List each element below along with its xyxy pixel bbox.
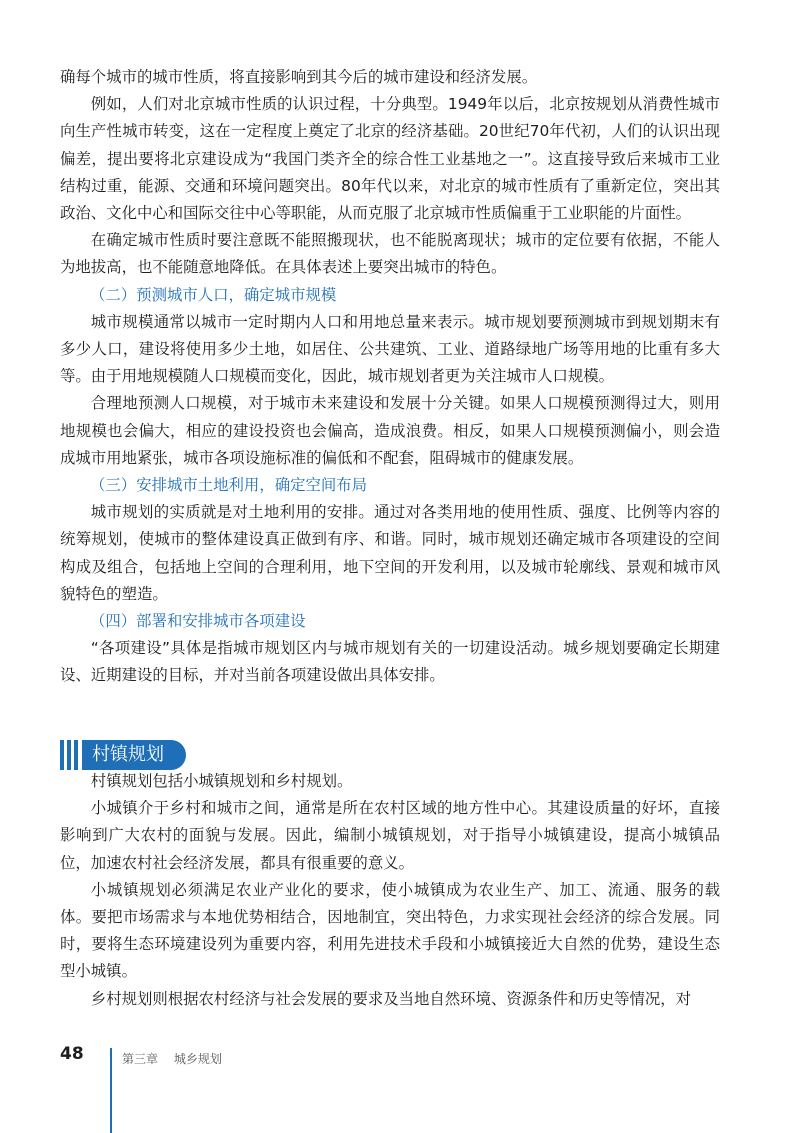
paragraph: 小城镇介于乡村和城市之间，通常是所在农村区域的地方性中心。其建设质量的好坏，直接影响到广大农村的面貌与发展。因此，编制小城镇规划，对于指导小城镇建设，提高小城镇品位，加速农村社会经济发展，都具有很重要的意义。	[60, 799, 720, 872]
paragraph: 例如，人们对北京城市性质的认识过程，十分典型。1949年以后，北京按规划从消费性城市向生产性城市转变，这在一定程度上奠定了北京的经济基础。20世纪70年代初，人们的认识出现偏差，提出要将北京建设成为“我国门类齐全的综合性工业基地之一”。这直接导致后来城市工业结构过重，能源、交通和环境问题突出。80年代以来，对北京的城市性质有了重新定位，突出其政治、文化中心和国际交往中心等职能，从而克服了北京城市性质偏重于工业职能的片面性。	[60, 95, 720, 223]
footer-divider	[110, 1048, 112, 1133]
subheading-2: （二）预测城市人口，确定城市规模	[90, 285, 337, 304]
paragraph: 城市规模通常以城市一定时期内人口和用地总量来表示。城市规划要预测城市到规划期末有多少人口，建设将使用多少土地，如居住、公共建筑、工业、道路绿地广场等用地的比重有多大等。由于用地规模随人口规模而变化，因此，城市规划者更为关注城市人口规模。	[60, 312, 720, 386]
chapter-title: 城乡规划	[173, 1052, 222, 1066]
section-title: 村镇规划	[82, 740, 186, 770]
banner-bars-decoration	[60, 740, 81, 770]
page-number: 48	[60, 1044, 84, 1064]
paragraph: 村镇规划包括小城镇规划和乡村规划。	[90, 772, 353, 790]
lower-text	[60, 768, 720, 1013]
upper-text	[60, 64, 720, 690]
paragraph: 在确定城市性质时要注意既不能照搬现状，也不能脱离现状；城市的定位要有依据，不能人为地拔高，也不能随意地降低。在具体表述上要突出城市的特色。	[60, 231, 720, 277]
paragraph: “各项建设”具体是指城市规划区内与城市规划有关的一切建设活动。城乡规划要确定长期建设、近期建设的目标，并对当前各项建设做出具体安排。	[60, 639, 720, 685]
paragraph: 合理地预测人口规模，对于城市未来建设和发展十分关键。如果人口规模预测得过大，则用地规模也会偏大，相应的建设投资也会偏高，造成浪费。相反，如果人口规模预测偏小，则会造成城市用地紧张，城市各项设施标准的偏低和不配套，阻碍城市的健康发展。	[60, 394, 720, 467]
subheading-3: （三）安排城市土地利用，确定空间布局	[90, 476, 368, 495]
paragraph: 小城镇规划必须满足农业产业化的要求，使小城镇成为农业生产、加工、流通、服务的载体。要把市场需求与本地优势相结合，因地制宜，突出特色，力求实现社会经济的综合发展。同时，要将生态环境建设列为重要内容，利用先进技术手段和小城镇接近大自然的优势，建设生态型小城镇。	[60, 880, 720, 981]
paragraph: 乡村规划则根据农村经济与社会发展的要求及当地自然环境、资源条件和历史等情况，对	[90, 989, 692, 1008]
chapter-number: 第三章	[122, 1052, 159, 1066]
page-footer	[60, 1044, 104, 1064]
subheading-4: （四）部署和安排城市各项建设	[90, 612, 306, 631]
section-banner	[60, 740, 210, 770]
chapter-label	[122, 1050, 234, 1067]
paragraph: 确每个城市的城市性质，将直接影响到其今后的城市建设和经济发展。	[60, 68, 538, 86]
paragraph: 城市规划的实质就是对土地利用的安排。通过对各类用地的使用性质、强度、比例等内容的统筹规划，使城市的整体建设真正做到有序、和谐。同时，城市规划还确定城市各项建设的空间构成及组合，包括地上空间的合理利用，地下空间的开发利用，以及城市轮廓线、景观和城市风貌特色的塑造。	[60, 503, 720, 603]
